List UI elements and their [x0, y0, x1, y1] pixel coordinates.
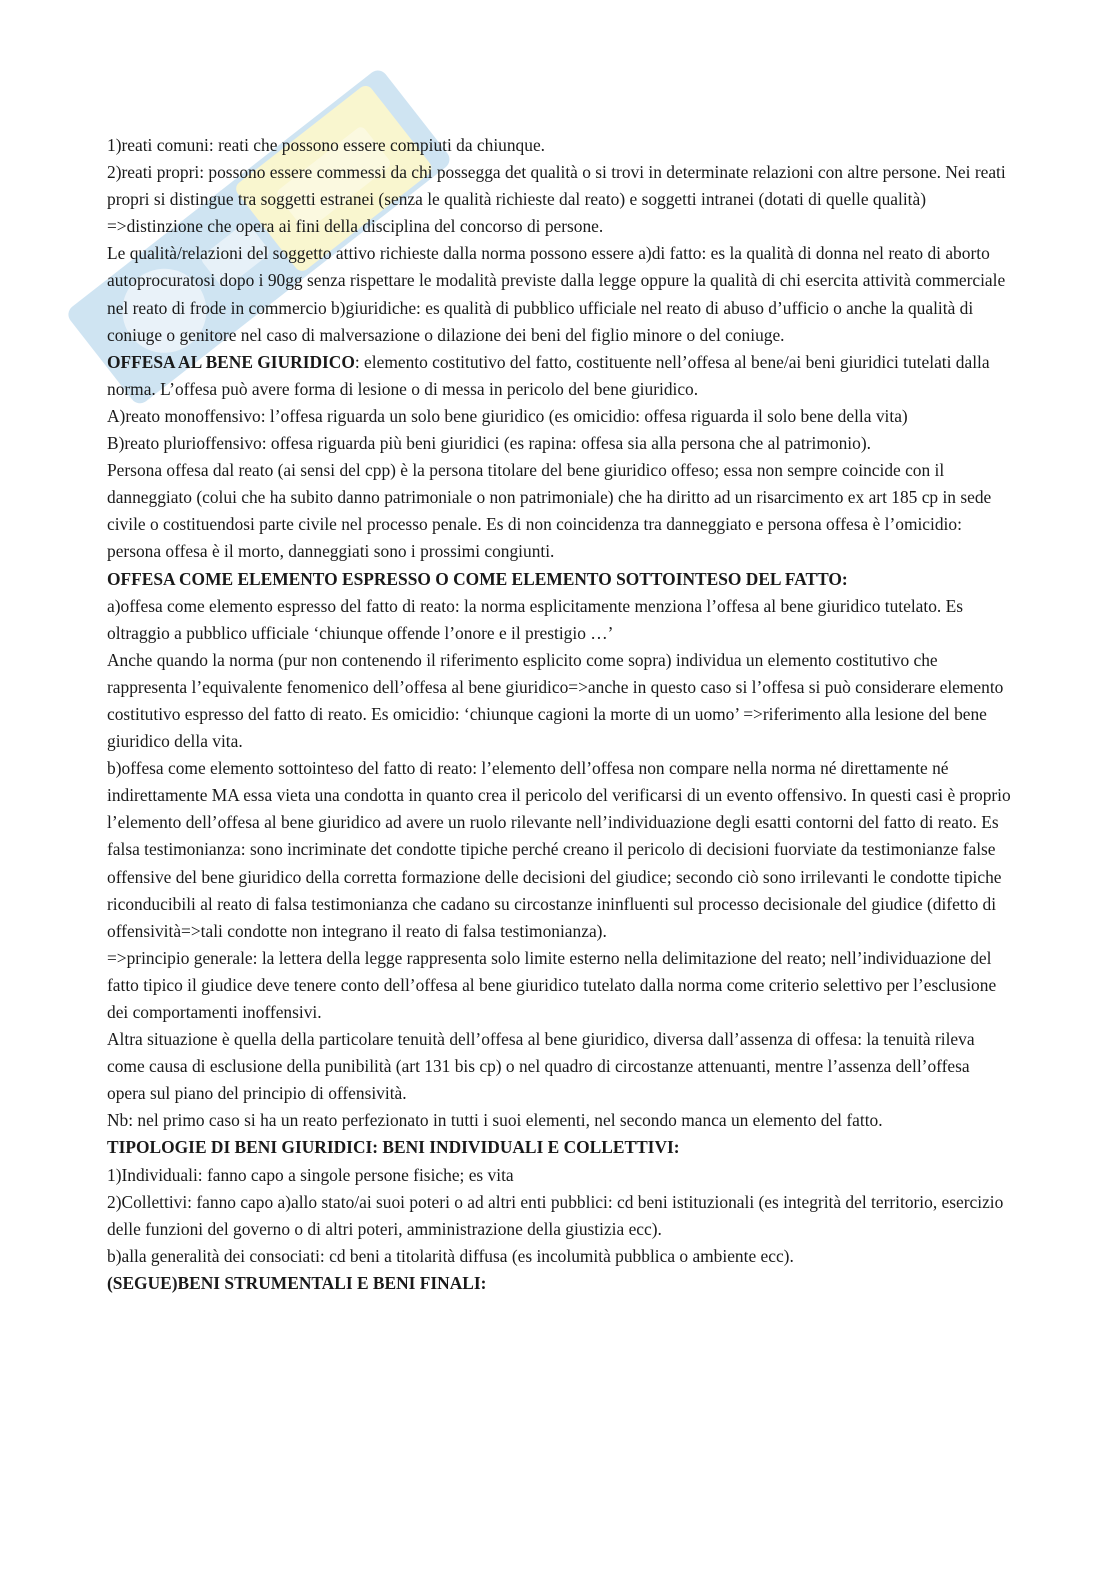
document-body [107, 132, 1012, 1297]
paragraph-offesa-bene-giuridico [107, 349, 1012, 403]
paragraph-nota-bene: Nb: nel primo caso si ha un reato perfezionato in tutti i suoi elementi, nel secondo manca un elemento del fatto. [107, 1110, 883, 1131]
paragraph-reato-plurioffensivo: B)reato plurioffensivo: offesa riguarda più beni giuridici (es rapina: offesa sia alla persona che al patrimonio). [107, 433, 871, 454]
section-title-offesa: OFFESA AL BENE GIURIDICO [107, 351, 355, 372]
paragraph-persona-offesa: Persona offesa dal reato (ai sensi del cpp) è la persona titolare del bene giuridico offeso; essa non sempre coincide con il danneggiato (colui che ha subito danno patrimoniale o non patrimoniale) che ha diritto ad un risarcimento ex art 185 cp in sede civile o costituendosi parte civile nel processo penale. Es di non coincidenza tra danneggiato e persona offesa è l’omicidio: persona offesa è il morto, danneggiati sono i prossimi congiunti. [107, 460, 992, 562]
paragraph-beni-collettivi: 2)Collettivi: fanno capo a)allo stato/ai suoi poteri o ad altri enti pubblici: cd beni istituzionali (es integrità del territorio, esercizio delle funzioni del governo o di altri poteri, amministrazione della giustizia ecc). [107, 1191, 1004, 1239]
paragraph-offesa-espresso: a)offesa come elemento espresso del fatto di reato: la norma esplicitamente menziona l’offesa al bene giuridico tutelato. Es oltraggio a pubblico ufficiale ‘chiunque offende l’onore e il prestigio …’ [107, 595, 964, 643]
paragraph-equivalente-fenomenico: Anche quando la norma (pur non contenendo il riferimento esplicito come sopra) individua un elemento costitutivo che rappresenta l’equivalente fenomenico dell’offesa al bene giuridico=>anche in questo caso si l’offesa si può considerare elemento costitutivo espresso del fatto di reato. Es omicidio: ‘chiunque cagioni la morte di un uomo’ =>riferimento alla lesione del bene giuridico della vita. [107, 649, 1004, 752]
paragraph-beni-titolarita-diffusa: b)alla generalità dei consociati: cd beni a titolarità diffusa (es incolumità pubblica o ambiente ecc). [107, 1245, 794, 1266]
section-heading-tipologie-beni: TIPOLOGIE DI BENI GIURIDICI: BENI INDIVIDUALI E COLLETTIVI: [107, 1137, 680, 1158]
section-heading-offesa-espresso: OFFESA COME ELEMENTO ESPRESSO O COME ELEMENTO SOTTOINTESO DEL FATTO: [107, 568, 848, 589]
paragraph-reati-propri: 2)reati propri: possono essere commessi da chi possegga det qualità o si trovi in determinate relazioni con altre persone. Nei reati propri si distingue tra soggetti estranei (senza le qualità richieste dal reato) e soggetti intranei (dotati di quelle qualità) =>distinzione che opera ai fini della disciplina del concorso di persone. [107, 162, 1006, 237]
paragraph-tenuita-offesa: Altra situazione è quella della particolare tenuità dell’offesa al bene giuridico, diversa dall’assenza di offesa: la tenuità rileva come causa di esclusione della punibilità (art 131 bis cp) o nel quadro di circostanze attenuanti, mentre l’assenza dell’offesa opera sul piano del principio di offensività. [107, 1029, 975, 1104]
paragraph-offesa-sottointeso: b)offesa come elemento sottointeso del fatto di reato: l’elemento dell’offesa non compare nella norma né direttamente né indirettamente MA essa vieta una condotta in quanto crea il pericolo del verificarsi di un evento offensivo. In questi casi è proprio l’elemento dell’offesa al bene giuridico ad avere un ruolo rilevante nell’individuazione degli esatti contorni del fatto di reato. Es falsa testimonianza: sono incriminate det condotte tipiche perché creano il pericolo di decisioni fuorviate da testimonianze false offensive del bene giuridico della corretta formazione delle decisioni del giudice; secondo ciò sono irrilevanti le condotte tipiche riconducibili al reato di falsa testimonianza che cadano su circostanze ininfluenti sul processo decisionale del giudice (difetto di offensività=>tali condotte non integrano il reato di falsa testimonianza). [107, 758, 1011, 941]
paragraph-reato-monoffensivo: A)reato monoffensivo: l’offesa riguarda un solo bene giuridico (es omicidio: offesa riguarda il solo bene della vita) [107, 405, 908, 426]
paragraph-qualita-relazioni: Le qualità/relazioni del soggetto attivo richieste dalla norma possono essere a)di fatto: es la qualità di donna nel reato di aborto autoprocuratosi dopo i 90gg senza rispettare le modalità previste dalla legge oppure la qualità di chi esercita attività commerciale nel reato di frode in commercio b)giuridiche: es qualità di pubblico ufficiale nel reato di abuso d’ufficio o anche la qualità di coniuge o genitore nel caso di malversazione o dilazione dei beni del figlio minore o del coniuge. [107, 243, 1006, 345]
paragraph-beni-individuali: 1)Individuali: fanno capo a singole persone fisiche; es vita [107, 1164, 514, 1185]
paragraph-offesa-text: : elemento costitutivo del fatto, costituente nell’offesa al bene/ai beni giuridici tutelati dalla norma. L’offesa può avere forma di lesione o di messa in pericolo del bene giuridico. [107, 351, 990, 399]
paragraph-principio-generale: =>principio generale: la lettera della legge rappresenta solo limite esterno nella delimitazione del reato; nell’individuazione del fatto tipico il giudice deve tenere conto dell’offesa al bene giuridico tutelato dalla norma come criterio selettivo per l’esclusione dei comportamenti inoffensivi. [107, 947, 997, 1022]
paragraph-reati-comuni: 1)reati comuni: reati che possono essere compiuti da chiunque. [107, 135, 546, 155]
section-heading-beni-strumentali: (SEGUE)BENI STRUMENTALI E BENI FINALI: [107, 1272, 487, 1293]
